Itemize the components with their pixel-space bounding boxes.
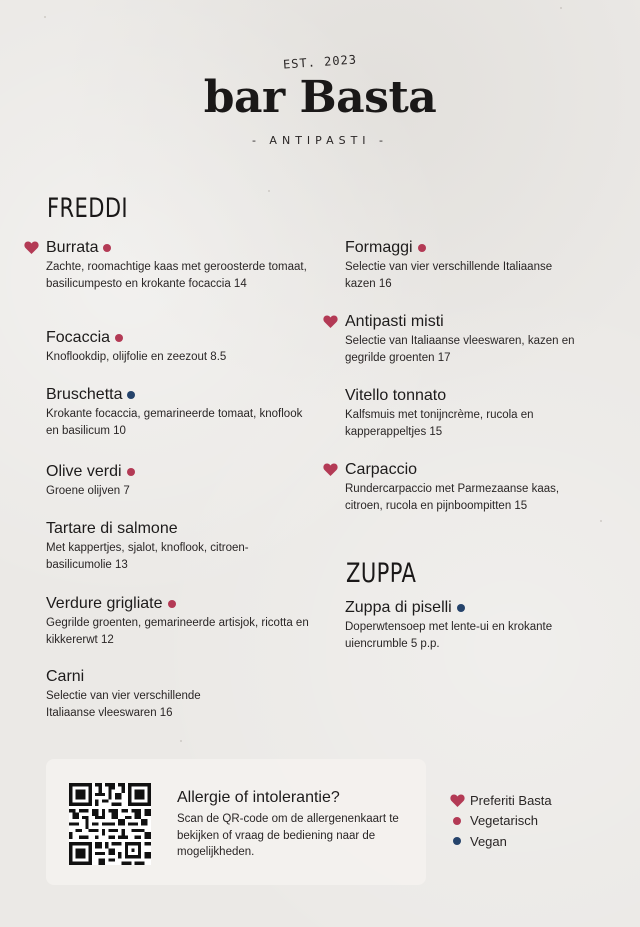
item-name: Olive verdi (46, 463, 122, 480)
item-description: Gegrilde groenten, gemarineerde artisjok, ricotta en kikkererwt 12 (46, 617, 309, 646)
paper-speck (600, 520, 602, 522)
allergy-info-box (46, 759, 426, 885)
section-title-freddi: FREDDI (47, 193, 129, 224)
vegetarian-dot-icon (168, 600, 176, 608)
legend-label: Vegan (470, 833, 507, 849)
item-name: Formaggi (345, 239, 413, 256)
vegetarian-dot-icon (115, 334, 123, 342)
item-description: Groene olijven 7 (46, 485, 130, 497)
legend-item-vegan (450, 831, 552, 852)
item-name: Antipasti misti (345, 313, 444, 330)
item-description: Knoflookdip, olijfolie en zeezout 8.5 (46, 351, 227, 363)
item-name: Carpaccio (345, 461, 418, 478)
menu-subtitle: - ANTIPASTI - (251, 134, 389, 147)
vegetarian-dot-icon (103, 244, 111, 252)
item-name: Tartare di salmone (46, 520, 178, 537)
paper-speck (44, 16, 46, 18)
vegan-dot-icon (453, 837, 461, 845)
dietary-legend (450, 790, 552, 852)
item-description: Krokante focaccia, gemarineerde tomaat, knoflook en basilicum 10 (46, 408, 303, 437)
heart-icon (450, 794, 465, 807)
vegetarian-dot-icon (418, 244, 426, 252)
menu-item-formaggi (345, 238, 575, 292)
item-description: Kalfsmuis met tonijncrème, rucola en kapperappeltjes 15 (345, 409, 534, 438)
established-label: EST. 2023 (282, 52, 358, 72)
paper-speck (268, 190, 270, 192)
item-description: Met kappertjes, sjalot, knoflook, citroen-basilicumolie 13 (46, 542, 249, 571)
legend-label: Preferiti Basta (470, 792, 552, 808)
item-name: Vitello tonnato (345, 387, 447, 404)
section-title-zuppa: ZUPPA (346, 558, 417, 589)
legend-label: Vegetarisch (470, 813, 538, 829)
item-name: Bruschetta (46, 386, 123, 403)
heart-icon (323, 463, 338, 476)
item-description: Selectie van Italiaanse vleeswaren, kazen en gegrilde groenten 17 (345, 335, 575, 364)
menu-item-vitello-tonnato (345, 386, 550, 440)
item-description: Rundercarpaccio met Parmezaanse kaas, citroen, rucola en pijnboompitten 15 (345, 483, 560, 512)
menu-item-verdure-grigliate (46, 594, 311, 648)
item-description: Selectie van vier verschillende Italiaanse kazen 16 (345, 261, 553, 290)
heart-icon (323, 315, 338, 328)
menu-item-antipasti-misti (345, 312, 595, 366)
item-name: Carni (46, 668, 85, 685)
qr-code-icon[interactable] (69, 783, 151, 865)
menu-item-focaccia (46, 328, 311, 366)
item-name: Burrata (46, 239, 99, 256)
legend-item-vegetarisch (450, 811, 552, 832)
paper-speck (560, 7, 562, 9)
allergy-text: Scan de QR-code om de allergenenkaart te bekijken of vraag de bediening naar de mogelijkheden. (177, 813, 399, 858)
vegetarian-dot-icon (453, 817, 461, 825)
brand-logo: bar Basta (203, 72, 437, 123)
menu-item-bruschetta (46, 385, 311, 439)
legend-item-preferiti (450, 790, 552, 811)
item-description: Doperwtensoep met lente-ui en krokante uiencrumble 5 p.p. (345, 621, 553, 650)
vegan-dot-icon (457, 604, 465, 612)
menu-item-tartare-di-salmone (46, 519, 286, 573)
item-name: Zuppa di piselli (345, 599, 452, 616)
menu-item-burrata (46, 238, 311, 292)
menu-item-carni (46, 667, 246, 721)
vegetarian-dot-icon (127, 468, 135, 476)
allergy-title: Allergie of intolerantie? (177, 789, 340, 806)
item-name: Focaccia (46, 329, 111, 346)
vegan-dot-icon (127, 391, 135, 399)
paper-speck (180, 740, 182, 742)
item-description: Zachte, roomachtige kaas met geroosterde tomaat, basilicumpesto en krokante focaccia 14 (46, 261, 307, 290)
item-name: Verdure grigliate (46, 595, 163, 612)
menu-item-carpaccio (345, 460, 585, 514)
heart-icon (24, 241, 39, 254)
menu-item-zuppa-di-piselli (345, 598, 585, 652)
menu-item-olive-verdi (46, 462, 311, 500)
item-description: Selectie van vier verschillende Italiaanse vleeswaren 16 (46, 690, 201, 719)
